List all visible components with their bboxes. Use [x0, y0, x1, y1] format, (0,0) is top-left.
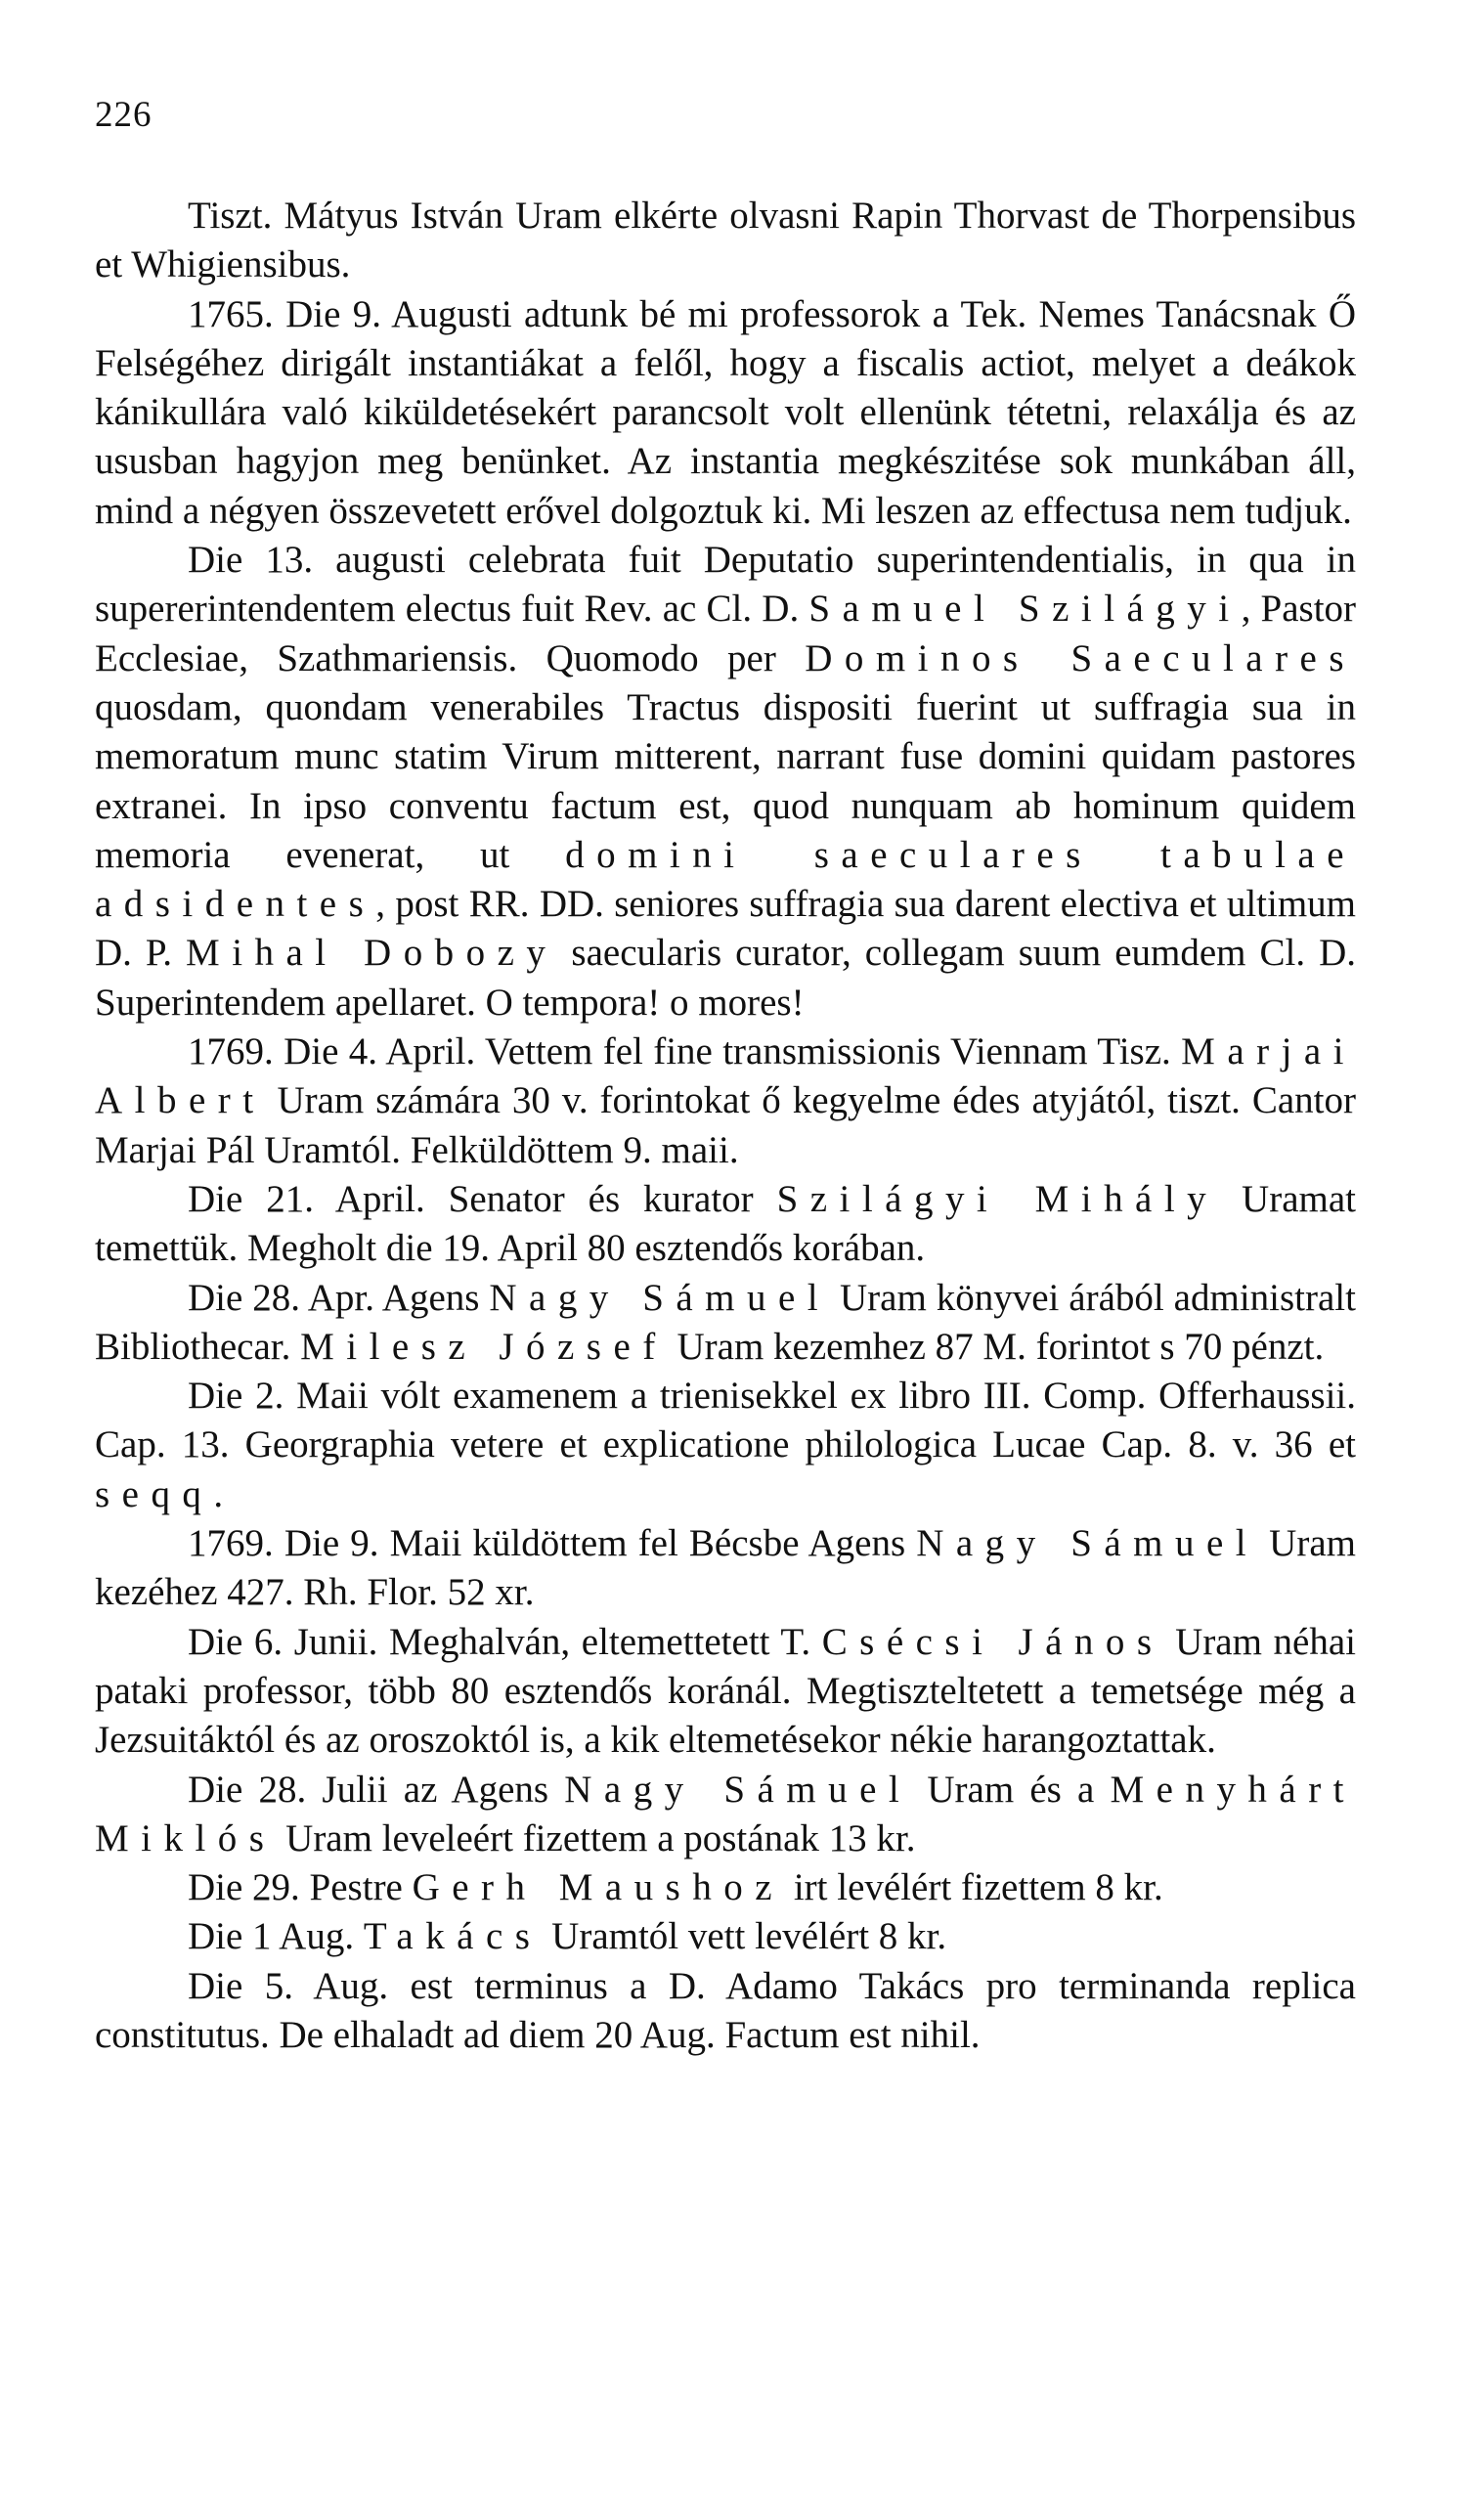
spaced-name: Gerh Maushoz — [412, 1866, 785, 1909]
spaced-name: Takács — [363, 1915, 543, 1958]
text-run: Uram könyvei árából administralt Bibliothecar. — [95, 1276, 1356, 1368]
text-run: Die 1 Aug. — [188, 1915, 364, 1958]
text-run: Die 28. Apr. Agens — [188, 1276, 490, 1319]
text-run: Uram leveleért fizettem a postának 13 kr. — [276, 1816, 916, 1859]
spaced-name: Marjai Albert — [95, 1030, 1356, 1122]
text-run: Uram kezéhez 427. Rh. Flor. 52 xr. — [95, 1522, 1356, 1614]
spaced-name: Mihal Dobozy — [186, 932, 558, 975]
spaced-name: Menyhárt Miklós — [95, 1768, 1356, 1859]
text-run: , Pastor Ecclesiae, Szathmariensis. Quomodo per — [95, 588, 1357, 679]
text-run: Die 6. Junii. Meghalván, eltemettetett T. — [188, 1620, 822, 1663]
paragraph-4 — [95, 1028, 1356, 1175]
page-number: 226 — [95, 95, 153, 135]
spaced-name: seqq. — [95, 1472, 236, 1515]
text-run: irt levélért fizettem 8 kr. — [784, 1866, 1163, 1909]
paragraph-10 — [95, 1766, 1356, 1864]
paragraph-3 — [95, 536, 1356, 1028]
spaced-name: Nagy Sámuel — [564, 1768, 912, 1811]
text-run: 1769. Die 4. April. Vettem fel fine transmissionis Viennam Tisz. — [188, 1030, 1182, 1073]
text-run: Die 21. April. Senator és kurator — [188, 1177, 777, 1220]
spaced-name: Samuel Szilágyi — [808, 588, 1242, 631]
spaced-name: Nagy Sámuel — [916, 1522, 1259, 1565]
text-run: 1769. Die 9. Maii küldöttem fel Bécsbe Agens — [188, 1522, 917, 1565]
paragraph-8 — [95, 1519, 1356, 1618]
body-text — [95, 192, 1356, 2060]
paragraph-5 — [95, 1175, 1356, 1274]
text-run: 1765. Die 9. Augusti adtunk bé mi professorok a Tek. Nemes Tanácsnak Ő Felségéhez dirigált instantiákat a felől, hogy a fiscalis actiot, melyet a deákok kánikullára való kiküldetésekért parancsolt volt ellenünk tétetni, relaxálja és az ususban hagyjon meg benünket. Az instantia megkészitése sok munkában áll, mind a négyen összevetett erővel dolgoztuk ki. Mi leszen az effectusa nem tudjuk. — [95, 292, 1356, 532]
text-run: Uramtól vett levélért 8 kr. — [542, 1915, 947, 1958]
paragraph-2 — [95, 290, 1356, 536]
text-run: Die 13. augusti celebrata fuit Deputatio superintendentialis, in qua in supererintendentem electus fuit Rev. ac Cl. D. — [95, 539, 1356, 631]
text-run: Uramat temettük. Megholt die 19. April 80 esztendős korában. — [95, 1177, 1356, 1270]
paragraph-1 — [95, 192, 1356, 290]
text-run: Uram számára 30 v. forintokat ő kegyelme édes atyjától, tiszt. Cantor Marjai Pál Uramtól. Felküldöttem 9. maii. — [95, 1079, 1356, 1171]
paragraph-9 — [95, 1618, 1356, 1766]
text-run: Die 29. Pestre — [188, 1866, 413, 1909]
spaced-name: Szilágyi Mihály — [776, 1177, 1219, 1220]
text-run: saecularis curator, collegam suum eumdem Cl. D. Superintendem apellaret. O tempora! o mores! — [95, 932, 1356, 1024]
paragraph-12 — [95, 1912, 1356, 1961]
paragraph-13 — [95, 1962, 1356, 2061]
text-run: Uram és a — [911, 1768, 1111, 1811]
spaced-name: Milesz József — [300, 1325, 668, 1368]
spaced-name: Dominos Saeculares — [805, 636, 1356, 679]
text-run: quosdam, quondam venerabiles Tractus dispositi fuerint ut suffragia sua in memoratum munc statim Virum mitterent, narrant fuse domini quidam pastores extranei. In ipso conventu factum est, quod nunquam ab hominum quidem memoria evenerat, ut — [95, 685, 1356, 876]
spaced-name: Nagy Sámuel — [489, 1276, 831, 1319]
paragraph-7 — [95, 1372, 1356, 1519]
spaced-name: Csécsi János — [821, 1620, 1164, 1663]
text-run: Tiszt. Mátyus István Uram elkérte olvasni Rapin Thorvast de Thorpensibus et Whigiensibus. — [95, 195, 1356, 286]
text-run: Die 2. Maii vólt examenem a trienisekkel ex libro III. Comp. Offerhaussii. Cap. 13. Georgraphia vetere et explicatione philologica Lucae Cap. 8. v. 36 et — [95, 1375, 1356, 1466]
paragraph-11 — [95, 1863, 1356, 1912]
text-run: , post RR. DD. seniores suffragia sua darent electiva et ultimum D. P. — [95, 883, 1356, 975]
spaced-name: domini saeculares tabulae adsidentes — [95, 833, 1357, 926]
text-run: Uram néhai pataki professor, több 80 esztendős koránál. Megtiszteltetett a temetsége még a Jezsuitáktól és az oroszoktól is, a kik eltemetésekor nékie harangoztattak. — [95, 1620, 1357, 1762]
paragraph-6 — [95, 1274, 1356, 1373]
text-run: Uram kezemhez 87 M. forintot s 70 pénzt. — [667, 1325, 1325, 1368]
text-run: Die 28. Julii az Agens — [188, 1768, 565, 1811]
text-run: Die 5. Aug. est terminus a D. Adamo Takács pro terminanda replica constitutus. De elhaladt ad diem 20 Aug. Factum est nihil. — [95, 1964, 1356, 2056]
